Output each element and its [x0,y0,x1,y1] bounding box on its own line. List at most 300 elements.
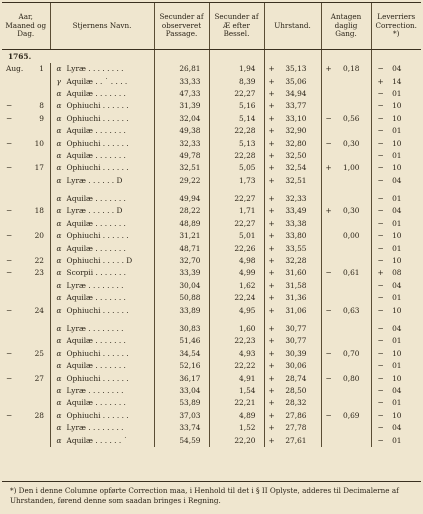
table-row [2,304,421,316]
correction-cell [371,230,421,242]
bessel-ar: 4,95 [209,304,264,316]
star-name: Lyræ . . . . . . D [66,175,123,185]
daily-rate-cell [321,150,371,162]
correction-sign: − [377,163,384,173]
clock-error-cell [264,205,321,217]
correction: 01 [392,336,402,346]
greek-letter: α [56,268,62,278]
table-row [2,280,421,292]
correction: 01 [392,88,402,98]
clock-error-sign: + [268,150,275,160]
correction: 04 [392,206,402,216]
bessel-ar: 22,21 [209,397,264,409]
table-row [2,360,421,372]
table-row [2,434,421,446]
daily-rate-cell [321,267,371,279]
daily-rate-sign: − [325,138,332,148]
star-cell [50,397,154,409]
observed-passage: 49,94 [154,193,209,205]
day: 10 [34,138,44,148]
month: − [6,410,13,420]
date-cell [2,75,50,87]
correction-cell [371,292,421,304]
date-cell [2,292,50,304]
star-name: Ophiuchi . . . . . . [66,101,129,111]
greek-letter: α [56,218,62,228]
star-cell [50,218,154,230]
star-cell [50,434,154,446]
clock-error: 33,80 [285,231,307,241]
table-row [2,175,421,187]
date-cell [2,218,50,230]
correction: 10 [392,305,402,315]
star-cell [50,88,154,100]
daily-rate-cell [321,100,371,112]
clock-error-cell [264,422,321,434]
date-cell [2,385,50,397]
clock-error-sign: + [268,280,275,290]
greek-letter: γ [56,76,61,86]
daily-rate-cell [321,63,371,75]
date-cell [2,175,50,187]
correction: 10 [392,373,402,383]
observed-passage: 30,83 [154,323,209,335]
clock-error-sign: + [268,256,275,266]
daily-rate-sign: + [325,206,332,216]
correction-sign: − [377,138,384,148]
table-row [2,125,421,137]
bessel-ar: 4,91 [209,372,264,384]
month: − [6,305,13,315]
observed-passage: 33,39 [154,267,209,279]
star-name: Aquilæ . . . . . . . [66,361,126,371]
table-row [2,267,421,279]
greek-letter: α [56,280,62,290]
table-row [2,230,421,242]
greek-letter: α [56,410,62,420]
date-cell [2,242,50,254]
star-name: Lyræ . . . . . . . . [66,385,124,395]
star-name: Aquilæ . . . . . . . [66,126,126,136]
correction-sign: − [377,324,384,333]
clock-error-sign: + [268,324,275,333]
star-cell [50,125,154,137]
daily-rate-cell [321,137,371,149]
table-row [2,348,421,360]
correction-sign: − [377,231,384,241]
clock-error-sign: + [268,305,275,315]
bessel-ar: 22,27 [209,193,264,205]
greek-letter: α [56,126,62,136]
date-cell [2,137,50,149]
date-cell [2,267,50,279]
correction-cell [371,242,421,254]
observed-passage: 32,33 [154,137,209,149]
star-cell [50,175,154,187]
greek-letter: α [56,243,62,253]
clock-error-sign: + [268,231,275,241]
clock-error: 33,55 [285,243,307,253]
clock-error-sign: + [268,385,275,395]
daily-rate-cell [321,280,371,292]
clock-error: 32,28 [285,256,307,266]
star-cell [50,230,154,242]
bessel-ar: 22,27 [209,88,264,100]
greek-letter: α [56,150,62,160]
correction-cell [371,323,421,335]
day: 24 [34,305,44,315]
bessel-ar: 4,99 [209,267,264,279]
daily-rate: 0,00 [343,231,360,241]
clock-error-cell [264,100,321,112]
observed-passage: 32,70 [154,255,209,267]
month: − [6,373,13,383]
clock-error-cell [264,335,321,347]
clock-error-cell [264,397,321,409]
star-cell [50,280,154,292]
clock-error: 32,90 [285,126,307,136]
star-cell [50,372,154,384]
day: 9 [39,113,44,123]
date-cell [2,372,50,384]
table-row [2,372,421,384]
clock-error: 32,50 [285,150,307,160]
correction-cell [371,150,421,162]
clock-error: 27,86 [285,410,307,420]
year-label: 1765. [8,51,32,61]
observed-passage: 30,04 [154,280,209,292]
clock-error-sign: + [268,293,275,303]
correction-cell [371,125,421,137]
daily-rate-cell [321,348,371,360]
daily-rate-sign: − [325,348,332,358]
bessel-ar: 22,26 [209,242,264,254]
correction-cell [371,218,421,230]
daily-rate: 0,56 [343,113,360,123]
clock-error-cell [264,230,321,242]
star-cell [50,323,154,335]
star-name: Scorpii . . . . . . . [66,268,127,278]
correction-sign: − [377,88,384,98]
star-name: Ophiuchi . . . . . . [66,138,129,148]
clock-error-cell [264,218,321,230]
correction-cell [371,205,421,217]
correction-sign: − [377,256,384,266]
correction: 08 [392,268,402,278]
daily-rate-cell [321,193,371,205]
observed-passage: 26,81 [154,63,209,75]
greek-letter: α [56,398,62,408]
correction: 01 [392,361,402,371]
star-name: Aquilæ . . . . . . . [66,336,126,346]
greek-letter: α [56,423,62,433]
table-row [2,113,421,125]
clock-error-cell [264,323,321,335]
date-cell [2,280,50,292]
daily-rate-cell [321,88,371,100]
correction: 04 [392,175,402,185]
table-row [2,137,421,149]
correction: 10 [392,256,402,266]
star-name: Aquilæ . . . . . . . [66,150,126,160]
star-name: Aquilæ . . . . . . . [66,194,126,204]
observed-passage: 32,04 [154,113,209,125]
observed-passage: 31,21 [154,230,209,242]
clock-error-cell [264,75,321,87]
greek-letter: α [56,163,62,173]
star-name: Ophiuchi . . . . . D [66,256,133,266]
observed-passage: 53,89 [154,397,209,409]
correction-cell [371,335,421,347]
clock-error: 33,10 [285,113,307,123]
clock-error: 33,38 [285,218,307,228]
daily-rate-cell [321,255,371,267]
clock-error-sign: + [268,126,275,136]
correction: 10 [392,101,402,111]
day: 25 [34,348,44,358]
table-row [2,63,421,75]
observed-passage: 33,89 [154,304,209,316]
table-row [2,335,421,347]
clock-error-sign: + [268,435,275,445]
clock-error-cell [264,372,321,384]
correction: 01 [392,218,402,228]
observed-passage: 32,51 [154,162,209,174]
clock-error: 32,80 [285,138,307,148]
correction-cell [371,372,421,384]
clock-error-sign: + [268,76,275,86]
bessel-ar: 5,01 [209,230,264,242]
clock-error-sign: + [268,243,275,253]
correction-sign: − [377,398,384,408]
daily-rate-cell [321,360,371,372]
table-row [2,397,421,409]
daily-rate-cell [321,385,371,397]
correction: 04 [392,423,402,433]
observed-passage: 47,33 [154,88,209,100]
greek-letter: α [56,101,62,111]
clock-error: 31,60 [285,268,307,278]
clock-error: 27,78 [285,423,307,433]
correction-sign: + [377,268,384,278]
clock-error-cell [264,267,321,279]
star-name: Lyræ . . . . . . . . [66,280,124,290]
clock-error: 34,94 [285,88,307,98]
bessel-ar: 1,71 [209,205,264,217]
star-name: Aquilæ . . . . . . . [66,243,126,253]
star-name: Aquilæ . . ˙ . . . . [66,76,128,86]
daily-rate: 0,70 [343,348,360,358]
greek-letter: α [56,336,62,346]
clock-error-cell [264,113,321,125]
correction-cell [371,360,421,372]
observed-passage: 49,38 [154,125,209,137]
bessel-ar: 4,93 [209,348,264,360]
day: 23 [34,268,44,278]
daily-rate-cell [321,125,371,137]
greek-letter: α [56,64,62,74]
date-cell [2,63,50,75]
star-name: Aquilæ . . . . . . . [66,218,126,228]
correction-cell [371,304,421,316]
clock-error-sign: + [268,101,275,111]
clock-error-cell [264,150,321,162]
date-cell [2,410,50,422]
star-name: Ophiuchi . . . . . . [66,305,129,315]
bessel-ar: 22,27 [209,218,264,230]
bessel-ar: 22,22 [209,360,264,372]
header-date: Aar, Maaned og Dag. [2,3,50,50]
observation-table [2,2,421,447]
clock-error-cell [264,88,321,100]
day: 17 [34,163,44,173]
day: 18 [34,206,44,216]
clock-error-cell [264,360,321,372]
correction-cell [371,63,421,75]
greek-letter: α [56,324,62,333]
greek-letter: α [56,138,62,148]
star-cell [50,205,154,217]
correction: 04 [392,280,402,290]
daily-rate-cell [321,230,371,242]
star-cell [50,410,154,422]
table-row [2,205,421,217]
bessel-ar: 22,28 [209,125,264,137]
correction: 04 [392,64,402,74]
star-name: Aquilæ . . . . . . . [66,88,126,98]
clock-error: 32,54 [285,163,307,173]
correction-cell [371,280,421,292]
footnote: *) Den i denne Columne opførte Correction maa, i Henhold til det i § II Oplyste, adderes til Decimalerne af Uhrstanden, førend denne som saadan bringes i Regning. [2,481,421,506]
header-row [2,3,421,50]
star-name: Lyræ . . . . . . . . [66,423,124,433]
clock-error-sign: + [268,336,275,346]
greek-letter: α [56,194,62,204]
correction-cell [371,397,421,409]
clock-error: 28,50 [285,385,307,395]
daily-rate-cell [321,372,371,384]
correction-sign: − [377,218,384,228]
greek-letter: α [56,385,62,395]
daily-rate-cell [321,434,371,446]
daily-rate-cell [321,323,371,335]
star-cell [50,137,154,149]
observed-passage: 34,54 [154,348,209,360]
date-cell [2,113,50,125]
date-cell [2,193,50,205]
bessel-ar: 22,28 [209,150,264,162]
greek-letter: α [56,361,62,371]
bessel-ar: 4,98 [209,255,264,267]
month: Aug. [6,64,24,74]
clock-error-sign: + [268,423,275,433]
correction: 10 [392,113,402,123]
table-row [2,88,421,100]
table-row [2,385,421,397]
correction-sign: − [377,243,384,253]
star-cell [50,150,154,162]
clock-error: 31,58 [285,280,307,290]
daily-rate-cell [321,162,371,174]
correction-cell [371,385,421,397]
clock-error-sign: + [268,373,275,383]
correction-sign: − [377,206,384,216]
greek-letter: α [56,175,62,185]
daily-rate-cell [321,218,371,230]
correction-sign: − [377,336,384,346]
table-row [2,218,421,230]
clock-error-sign: + [268,348,275,358]
clock-error-sign: + [268,163,275,173]
star-name: Ophiuchi . . . . . . [66,113,129,123]
clock-error-sign: + [268,410,275,420]
daily-rate: 0,30 [343,206,360,216]
daily-rate: 0,80 [343,373,360,383]
correction-sign: − [377,64,384,74]
correction: 01 [392,194,402,204]
month: − [6,206,13,216]
clock-error-cell [264,385,321,397]
date-cell [2,125,50,137]
clock-error-sign: + [268,175,275,185]
observed-passage: 48,71 [154,242,209,254]
greek-letter: α [56,88,62,98]
correction-cell [371,255,421,267]
correction-sign: − [377,385,384,395]
correction: 10 [392,348,402,358]
correction: 10 [392,231,402,241]
correction-sign: − [377,293,384,303]
observed-passage: 31,39 [154,100,209,112]
clock-error: 30,77 [285,324,307,333]
month: − [6,138,13,148]
star-cell [50,242,154,254]
correction-sign: − [377,423,384,433]
daily-rate: 0,63 [343,305,360,315]
observed-passage: 54,59 [154,434,209,446]
clock-error-sign: + [268,138,275,148]
correction-sign: − [377,435,384,445]
bessel-ar: 1,60 [209,323,264,335]
correction-cell [371,162,421,174]
daily-rate-cell [321,410,371,422]
correction-cell [371,267,421,279]
clock-error-cell [264,162,321,174]
correction-cell [371,422,421,434]
clock-error-cell [264,410,321,422]
observed-passage: 29,22 [154,175,209,187]
star-name: Ophiuchi . . . . . . [66,410,129,420]
star-name: Lyræ . . . . . . . . [66,64,124,74]
correction-sign: − [377,194,384,204]
clock-error-sign: + [268,206,275,216]
observed-passage: 33,33 [154,75,209,87]
daily-rate-cell [321,75,371,87]
month: − [6,256,13,266]
table-row [2,150,421,162]
daily-rate: 0,61 [343,268,360,278]
date-cell [2,434,50,446]
date-cell [2,255,50,267]
table-row [2,75,421,87]
bessel-ar: 5,13 [209,137,264,149]
table-row [2,422,421,434]
date-cell [2,100,50,112]
correction-cell [371,434,421,446]
star-cell [50,113,154,125]
clock-error: 31,06 [285,305,307,315]
clock-error-cell [264,434,321,446]
